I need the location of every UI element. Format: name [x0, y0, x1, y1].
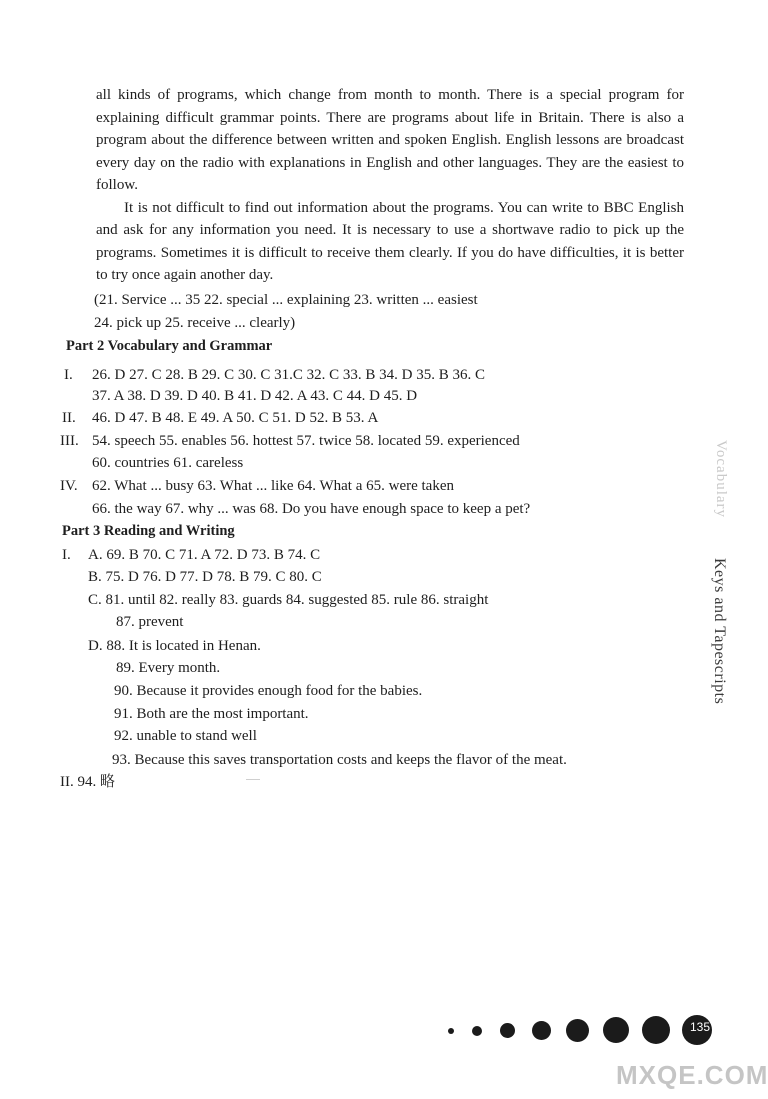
dot-3 — [500, 1023, 515, 1038]
part3-c-answers-line-1: C. 81. until 82. really 83. guards 84. suggested 85. rule 86. straight — [88, 592, 489, 608]
part2-section-iii-number: III. — [60, 433, 79, 449]
part2-section-i-number: I. — [64, 367, 73, 383]
part2-section-iv-number: IV. — [60, 478, 78, 494]
part3-heading: Part 3 Reading and Writing — [62, 523, 235, 539]
part3-d-answer-88: D. 88. It is located in Henan. — [88, 638, 261, 654]
part3-b-answers: B. 75. D 76. D 77. D 78. B 79. C 80. C — [88, 569, 322, 585]
part3-d-answer-93: 93. Because this saves transportation costs and keeps the flavor of the meat. — [112, 752, 567, 768]
page-number: 135 — [690, 1020, 711, 1034]
print-smudge — [246, 779, 260, 780]
passage-answers-line-2: 24. pick up 25. receive ... clearly) — [94, 315, 296, 331]
part2-section-iii-line-1: 54. speech 55. enables 56. hottest 57. twice 58. located 59. experienced — [92, 433, 520, 449]
part3-d-answer-89: 89. Every month. — [116, 660, 221, 676]
part2-section-ii-line-1: 46. D 47. B 48. E 49. A 50. C 51. D 52. B 53. A — [92, 410, 379, 426]
part2-heading: Part 2 Vocabulary and Grammar — [66, 338, 273, 354]
passage-paragraph-2: It is not difficult to find out information about the programs. You can write to BBC English and ask for any information you need. It is necessary to use a shortwave radio to pick up the programs. Sometimes it is difficult to receive them clearly. If you do have difficulties, it is better to try once again another day. — [96, 199, 684, 283]
part2-section-iii-line-2: 60. countries 61. careless — [92, 455, 244, 471]
part3-d-answer-90: 90. Because it provides enough food for the babies. — [114, 683, 423, 699]
watermark: MXQE.COM — [616, 1060, 768, 1090]
side-tab-title: Keys and Tapescripts — [711, 558, 728, 705]
part3-c-answers-line-2: 87. prevent — [116, 614, 184, 630]
part3-section-i-number: I. — [62, 547, 71, 563]
part2-section-iv-line-2: 66. the way 67. why ... was 68. Do you have enough space to keep a pet? — [92, 501, 531, 517]
dot-2 — [472, 1026, 482, 1036]
side-tab-faint-label: Vocabulary — [713, 440, 729, 519]
side-tab — [700, 440, 740, 720]
dot-6 — [603, 1017, 629, 1043]
part2-section-i-line-2: 37. A 38. D 39. D 40. B 41. D 42. A 43. C 44. D 45. D — [92, 388, 418, 404]
dot-1 — [448, 1028, 454, 1034]
part3-section-ii-answer: II. 94. 略 — [60, 774, 115, 790]
part2-section-i-line-1: 26. D 27. C 28. B 29. C 30. C 31.C 32. C 33. B 34. D 35. B 36. C — [92, 367, 485, 383]
dot-5 — [566, 1019, 589, 1042]
part3-a-answers: A. 69. B 70. C 71. A 72. D 73. B 74. C — [88, 547, 321, 563]
part2-section-ii-number: II. — [62, 410, 76, 426]
part3-d-answer-92: 92. unable to stand well — [114, 728, 257, 744]
reading-passage — [96, 84, 684, 287]
part3-d-answer-91: 91. Both are the most important. — [114, 706, 309, 722]
dot-4 — [532, 1021, 551, 1040]
passage-paragraph-1: all kinds of programs, which change from month to month. There is a special program for explaining difficult grammar points. There are programs about life in Britain. There is also a program about the difference between written and spoken English. English lessons are broadcast every day on the radio with explanations in English and other languages. They are the easiest to follow. — [96, 87, 684, 193]
passage-answers-line-1: (21. Service ... 35 22. special ... explaining 23. written ... easiest — [94, 292, 478, 308]
dot-7 — [642, 1016, 670, 1044]
part2-section-iv-line-1: 62. What ... busy 63. What ... like 64. What a 65. were taken — [92, 478, 454, 494]
